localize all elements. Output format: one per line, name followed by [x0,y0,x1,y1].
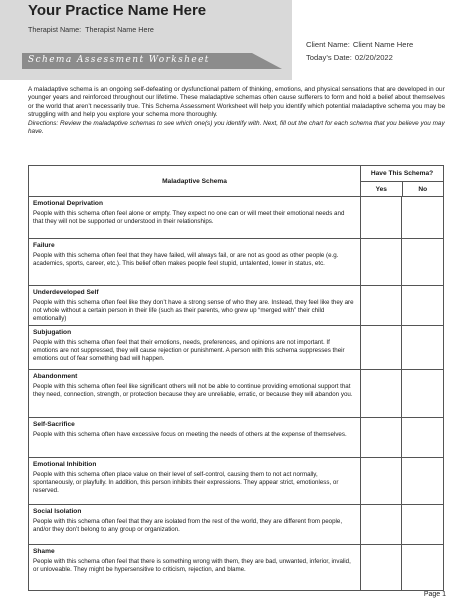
table-row [29,326,443,370]
schema-description: People with this schema often feel that their emotions, needs, preferences, and opinions are not important. If emotions are not suppressed, they will cause rejection or punishment. A person with this schema suppresses their emotions out of fear something bad will happen. [33,339,345,362]
yes-cell[interactable] [361,239,402,285]
schema-name: Emotional Inhibition [33,461,97,468]
no-cell[interactable] [402,197,443,238]
yes-cell[interactable] [361,458,402,504]
schema-name: Abandonment [33,373,78,380]
directions-text: Directions: Review the maladaptive schemas to see which one(s) you identify with. Next, fill out the chart for each schema that you believe you may have. [28,119,445,136]
yes-cell[interactable] [361,197,402,238]
table-header [29,166,443,197]
schema-description: People with this schema often place value on their level of self-control, causing them to not act normally, spontaneously, or playfully. In addition, this person inhibits their expressions. They appear strict, emotionless, or reserved. [33,471,339,494]
no-cell[interactable] [402,239,443,285]
client-value: Client Name Here [352,40,414,49]
schema-description: People with this schema often feel that there is something wrong with them, they are bad, unwanted, inferior, invalid, or unloveable. They might be hypersensitive to criticism, rejection, and blame. [33,558,351,573]
no-cell[interactable] [402,458,443,504]
title-strip-corner [252,53,282,69]
table-row [29,418,443,458]
yes-cell[interactable] [361,326,402,369]
header-no: No [418,185,428,193]
schema-description: People with this schema often have excessive focus on meeting the needs of others at the expense of themselves. [33,431,347,438]
date-value: 02/20/2022 [354,53,393,62]
therapist-line [28,25,154,34]
no-cell[interactable] [402,418,443,457]
header-yes: Yes [361,182,403,196]
table-row [29,505,443,545]
table-row [29,286,443,326]
intro-text [28,86,446,136]
therapist-value: Therapist Name Here [85,25,154,34]
schema-description: People with this schema often feel like significant others will not be able to continue providing emotional support that they need, connection, strength, or protection because they are unreliable, erratic, or because they will abandon you. [33,383,353,398]
table-row [29,458,443,505]
worksheet-title: Schema Assessment Worksheet [28,55,210,65]
no-cell[interactable] [402,286,443,325]
no-cell[interactable] [402,326,443,369]
schema-name: Self-Sacrifice [33,421,75,428]
client-line [306,38,413,51]
yes-cell[interactable] [361,286,402,325]
schema-name: Emotional Deprivation [33,200,103,207]
schema-name: Social Isolation [33,508,82,515]
schema-name: Shame [33,548,55,555]
therapist-label: Therapist Name: [28,25,82,34]
no-cell[interactable] [402,545,443,590]
header-have-label: Have This Schema? [361,166,443,182]
client-label: Client Name: [306,40,350,49]
client-info [306,38,413,64]
schema-table [28,165,444,591]
header-have-schema [361,166,443,196]
worksheet-title-strip [22,53,252,69]
schema-name: Subjugation [33,329,72,336]
schema-description: People with this schema often feel alone or empty. They expect no one can or will meet their emotional needs and that they will not be supported or understood in their relationships. [33,210,345,225]
table-row [29,239,443,286]
practice-name: Your Practice Name Here [28,2,207,19]
yes-cell[interactable] [361,545,402,590]
yes-cell[interactable] [361,418,402,457]
schema-description: People with this schema often feel that they are isolated from the rest of the world, they are different from people, and/or they don’t belong to any group or organization. [33,518,343,533]
no-cell[interactable] [402,505,443,544]
schema-name: Failure [33,242,55,249]
schema-description: People with this schema often feel that they have failed, will always fail, or are not as good as other people (e.g. academics, sports, career, etc.). This belief often makes people feel stupid, untalented, lower in status, etc. [33,252,339,267]
yes-cell[interactable] [361,505,402,544]
no-cell[interactable] [402,370,443,417]
header-banner [0,0,292,80]
schema-description: People with this schema often feel like they don’t have a strong sense of who they are. Instead, they feel like they are not whole without a certain person in their life (such as their parents, who grew up “merged with” their child emotionally) [33,299,354,322]
yes-cell[interactable] [361,370,402,417]
intro-paragraph: A maladaptive schema is an ongoing self-defeating or dysfunctional pattern of thinking, emotions, and physical sensations that are developed in our younger years and reinforced throughout our lifetime. These maladaptive schemas often cause sufferers to form and hold a belief about themselves or the world that aren’t necessarily true. This Schema Assessment Worksheet will help you identify which potential maladaptive schema you may be struggling with and help you explore your schema more thoroughly. [28,86,446,119]
schema-name: Underdeveloped Self [33,289,99,296]
page-number: Page 1 [423,591,446,598]
header-schema: Maladaptive Schema [29,166,361,196]
table-row [29,545,443,590]
page-header [0,0,474,80]
table-row [29,197,443,239]
date-label: Today’s Date: [306,53,352,62]
date-line [306,51,413,64]
table-row [29,370,443,418]
